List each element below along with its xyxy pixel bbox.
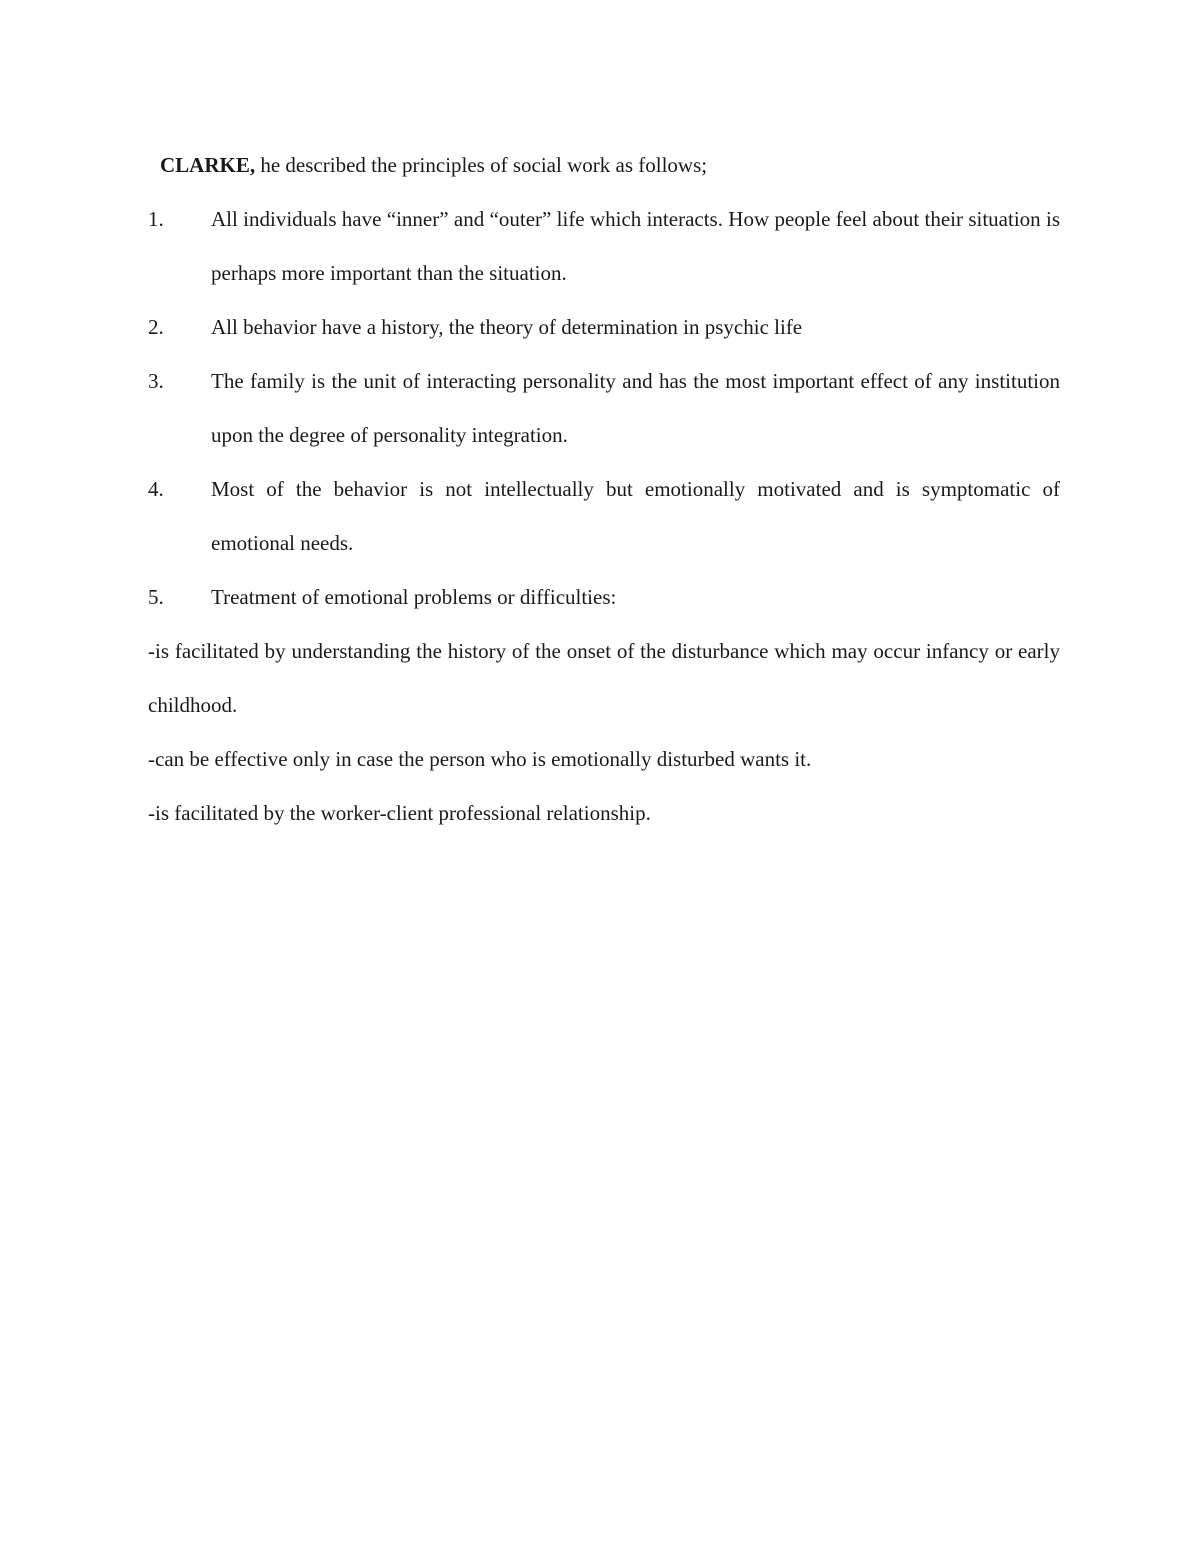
list-number: 3. [148, 369, 164, 393]
list-item-5 [148, 570, 1060, 624]
list-text: All individuals have “inner” and “outer” life which interacts. How people feel about their situation is perhaps more important than the situation. [211, 207, 1060, 285]
list-item-1 [148, 192, 1060, 300]
intro-text: he described the principles of social work as follows; [255, 153, 708, 177]
sub-point-3: -is facilitated by the worker-client professional relationship. [148, 801, 651, 825]
list-number: 4. [148, 477, 164, 501]
list-item-4 [148, 462, 1060, 570]
intro-lead: CLARKE, [160, 153, 256, 177]
list-item-2 [148, 300, 1060, 354]
list-item-3 [148, 354, 1060, 462]
sub-point-2: -can be effective only in case the person who is emotionally disturbed wants it. [148, 747, 812, 771]
list-number: 2. [148, 315, 164, 339]
intro-paragraph [148, 138, 1060, 192]
list-text: Most of the behavior is not intellectually but emotionally motivated and is symptomatic of emotional needs. [211, 477, 1060, 555]
list-text: The family is the unit of interacting personality and has the most important effect of any institution upon the degree of personality integration. [211, 369, 1060, 447]
list-number: 5. [148, 585, 164, 609]
document-body [148, 138, 1060, 840]
list-number: 1. [148, 207, 164, 231]
list-text: All behavior have a history, the theory of determination in psychic life [211, 315, 803, 339]
sub-point-1: -is facilitated by understanding the history of the onset of the disturbance which may occur infancy or early childhood. [148, 639, 1060, 717]
list-text: Treatment of emotional problems or difficulties: [211, 585, 617, 609]
